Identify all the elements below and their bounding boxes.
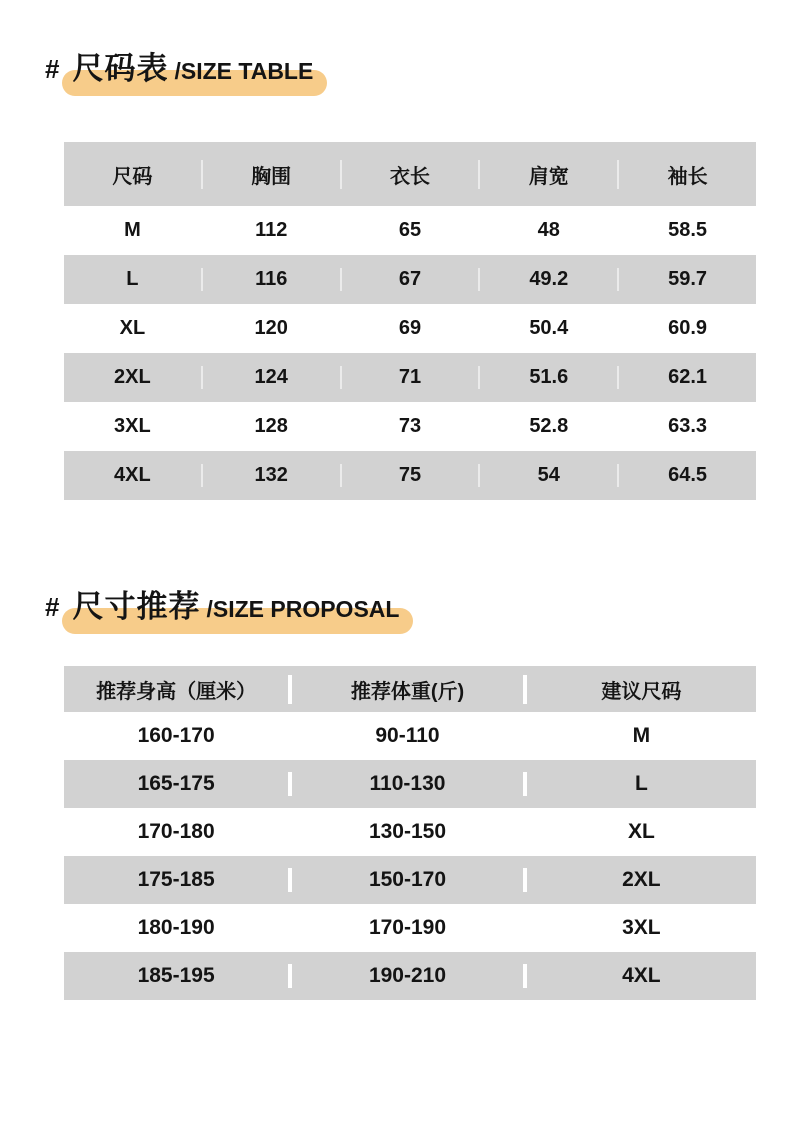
table-cell: 175-185 bbox=[137, 868, 215, 891]
size-proposal-title-zh: 尺寸推荐 bbox=[72, 589, 201, 624]
table-cell: 73 bbox=[340, 415, 479, 438]
size-table-title-zh: 尺码表 bbox=[72, 51, 169, 86]
table-cell: 48 bbox=[478, 219, 617, 242]
table-cell: 112 bbox=[201, 219, 340, 242]
table-cell: 132 bbox=[201, 464, 340, 487]
hash-mark: # bbox=[45, 592, 60, 622]
title-highlight bbox=[68, 50, 317, 94]
table-cell: 52.8 bbox=[478, 415, 617, 438]
table-row bbox=[64, 760, 756, 808]
table-cell: 71 bbox=[340, 366, 479, 389]
table-cell: 160-170 bbox=[137, 724, 215, 747]
size-table-title bbox=[45, 50, 790, 88]
table-cell: 59.7 bbox=[617, 268, 756, 291]
table-cell: M bbox=[124, 219, 141, 241]
table-row bbox=[64, 451, 756, 500]
table-cell: M bbox=[523, 724, 756, 748]
header-cell: 衣长 bbox=[340, 160, 479, 189]
table-row bbox=[64, 712, 756, 760]
table-cell: 58.5 bbox=[617, 219, 756, 242]
size-table-title-en: /SIZE TABLE bbox=[174, 58, 314, 84]
title-highlight bbox=[68, 588, 403, 632]
table-cell: 4XL bbox=[114, 464, 151, 486]
header-cell: 胸围 bbox=[201, 160, 340, 189]
table-cell: 65 bbox=[340, 219, 479, 242]
table-row bbox=[64, 206, 756, 255]
table-cell: XL bbox=[119, 317, 146, 339]
table-header-row bbox=[64, 142, 756, 206]
table-cell: 54 bbox=[478, 464, 617, 487]
table-row bbox=[64, 304, 756, 353]
table-cell: 2XL bbox=[523, 868, 756, 892]
table-cell: 3XL bbox=[523, 916, 756, 940]
header-cell: 袖长 bbox=[617, 160, 756, 189]
table-cell: L bbox=[523, 772, 756, 796]
header-cell: 推荐身高（厘米） bbox=[96, 680, 257, 703]
table-cell: 128 bbox=[201, 415, 340, 438]
table-cell: 130-150 bbox=[288, 820, 523, 844]
size-proposal-title bbox=[45, 588, 790, 626]
table-cell: 190-210 bbox=[288, 964, 523, 988]
table-cell: 63.3 bbox=[617, 415, 756, 438]
table-cell: 2XL bbox=[114, 366, 151, 388]
table-row bbox=[64, 402, 756, 451]
table-row bbox=[64, 808, 756, 856]
table-cell: 3XL bbox=[114, 415, 151, 437]
table-cell: L bbox=[126, 268, 139, 290]
table-cell: XL bbox=[523, 820, 756, 844]
table-row bbox=[64, 353, 756, 402]
table-cell: 116 bbox=[201, 268, 340, 291]
table-cell: 60.9 bbox=[617, 317, 756, 340]
table-cell: 150-170 bbox=[288, 868, 523, 892]
table-cell: 75 bbox=[340, 464, 479, 487]
header-cell: 建议尺码 bbox=[523, 675, 756, 704]
table-cell: 64.5 bbox=[617, 464, 756, 487]
table-cell: 4XL bbox=[523, 964, 756, 988]
table-cell: 170-180 bbox=[137, 820, 215, 843]
table-cell: 67 bbox=[340, 268, 479, 291]
table-cell: 180-190 bbox=[137, 916, 215, 939]
header-cell: 肩宽 bbox=[478, 160, 617, 189]
table-cell: 170-190 bbox=[288, 916, 523, 940]
size-proposal-title-en: /SIZE PROPOSAL bbox=[206, 596, 400, 622]
header-cell: 推荐体重(斤) bbox=[288, 675, 523, 704]
table-cell: 49.2 bbox=[478, 268, 617, 291]
table-cell: 124 bbox=[201, 366, 340, 389]
table-cell: 185-195 bbox=[137, 964, 215, 987]
size-table bbox=[64, 142, 756, 500]
table-cell: 90-110 bbox=[288, 724, 523, 748]
table-cell: 50.4 bbox=[478, 317, 617, 340]
table-header-row bbox=[64, 666, 756, 712]
table-cell: 165-175 bbox=[137, 772, 215, 795]
table-cell: 69 bbox=[340, 317, 479, 340]
table-row bbox=[64, 856, 756, 904]
header-cell: 尺码 bbox=[112, 165, 153, 188]
hash-mark: # bbox=[45, 54, 60, 84]
table-cell: 62.1 bbox=[617, 366, 756, 389]
table-row bbox=[64, 904, 756, 952]
table-cell: 120 bbox=[201, 317, 340, 340]
table-row bbox=[64, 255, 756, 304]
table-cell: 51.6 bbox=[478, 366, 617, 389]
table-cell: 110-130 bbox=[288, 772, 523, 796]
table-row bbox=[64, 952, 756, 1000]
size-proposal-table bbox=[64, 666, 756, 1000]
